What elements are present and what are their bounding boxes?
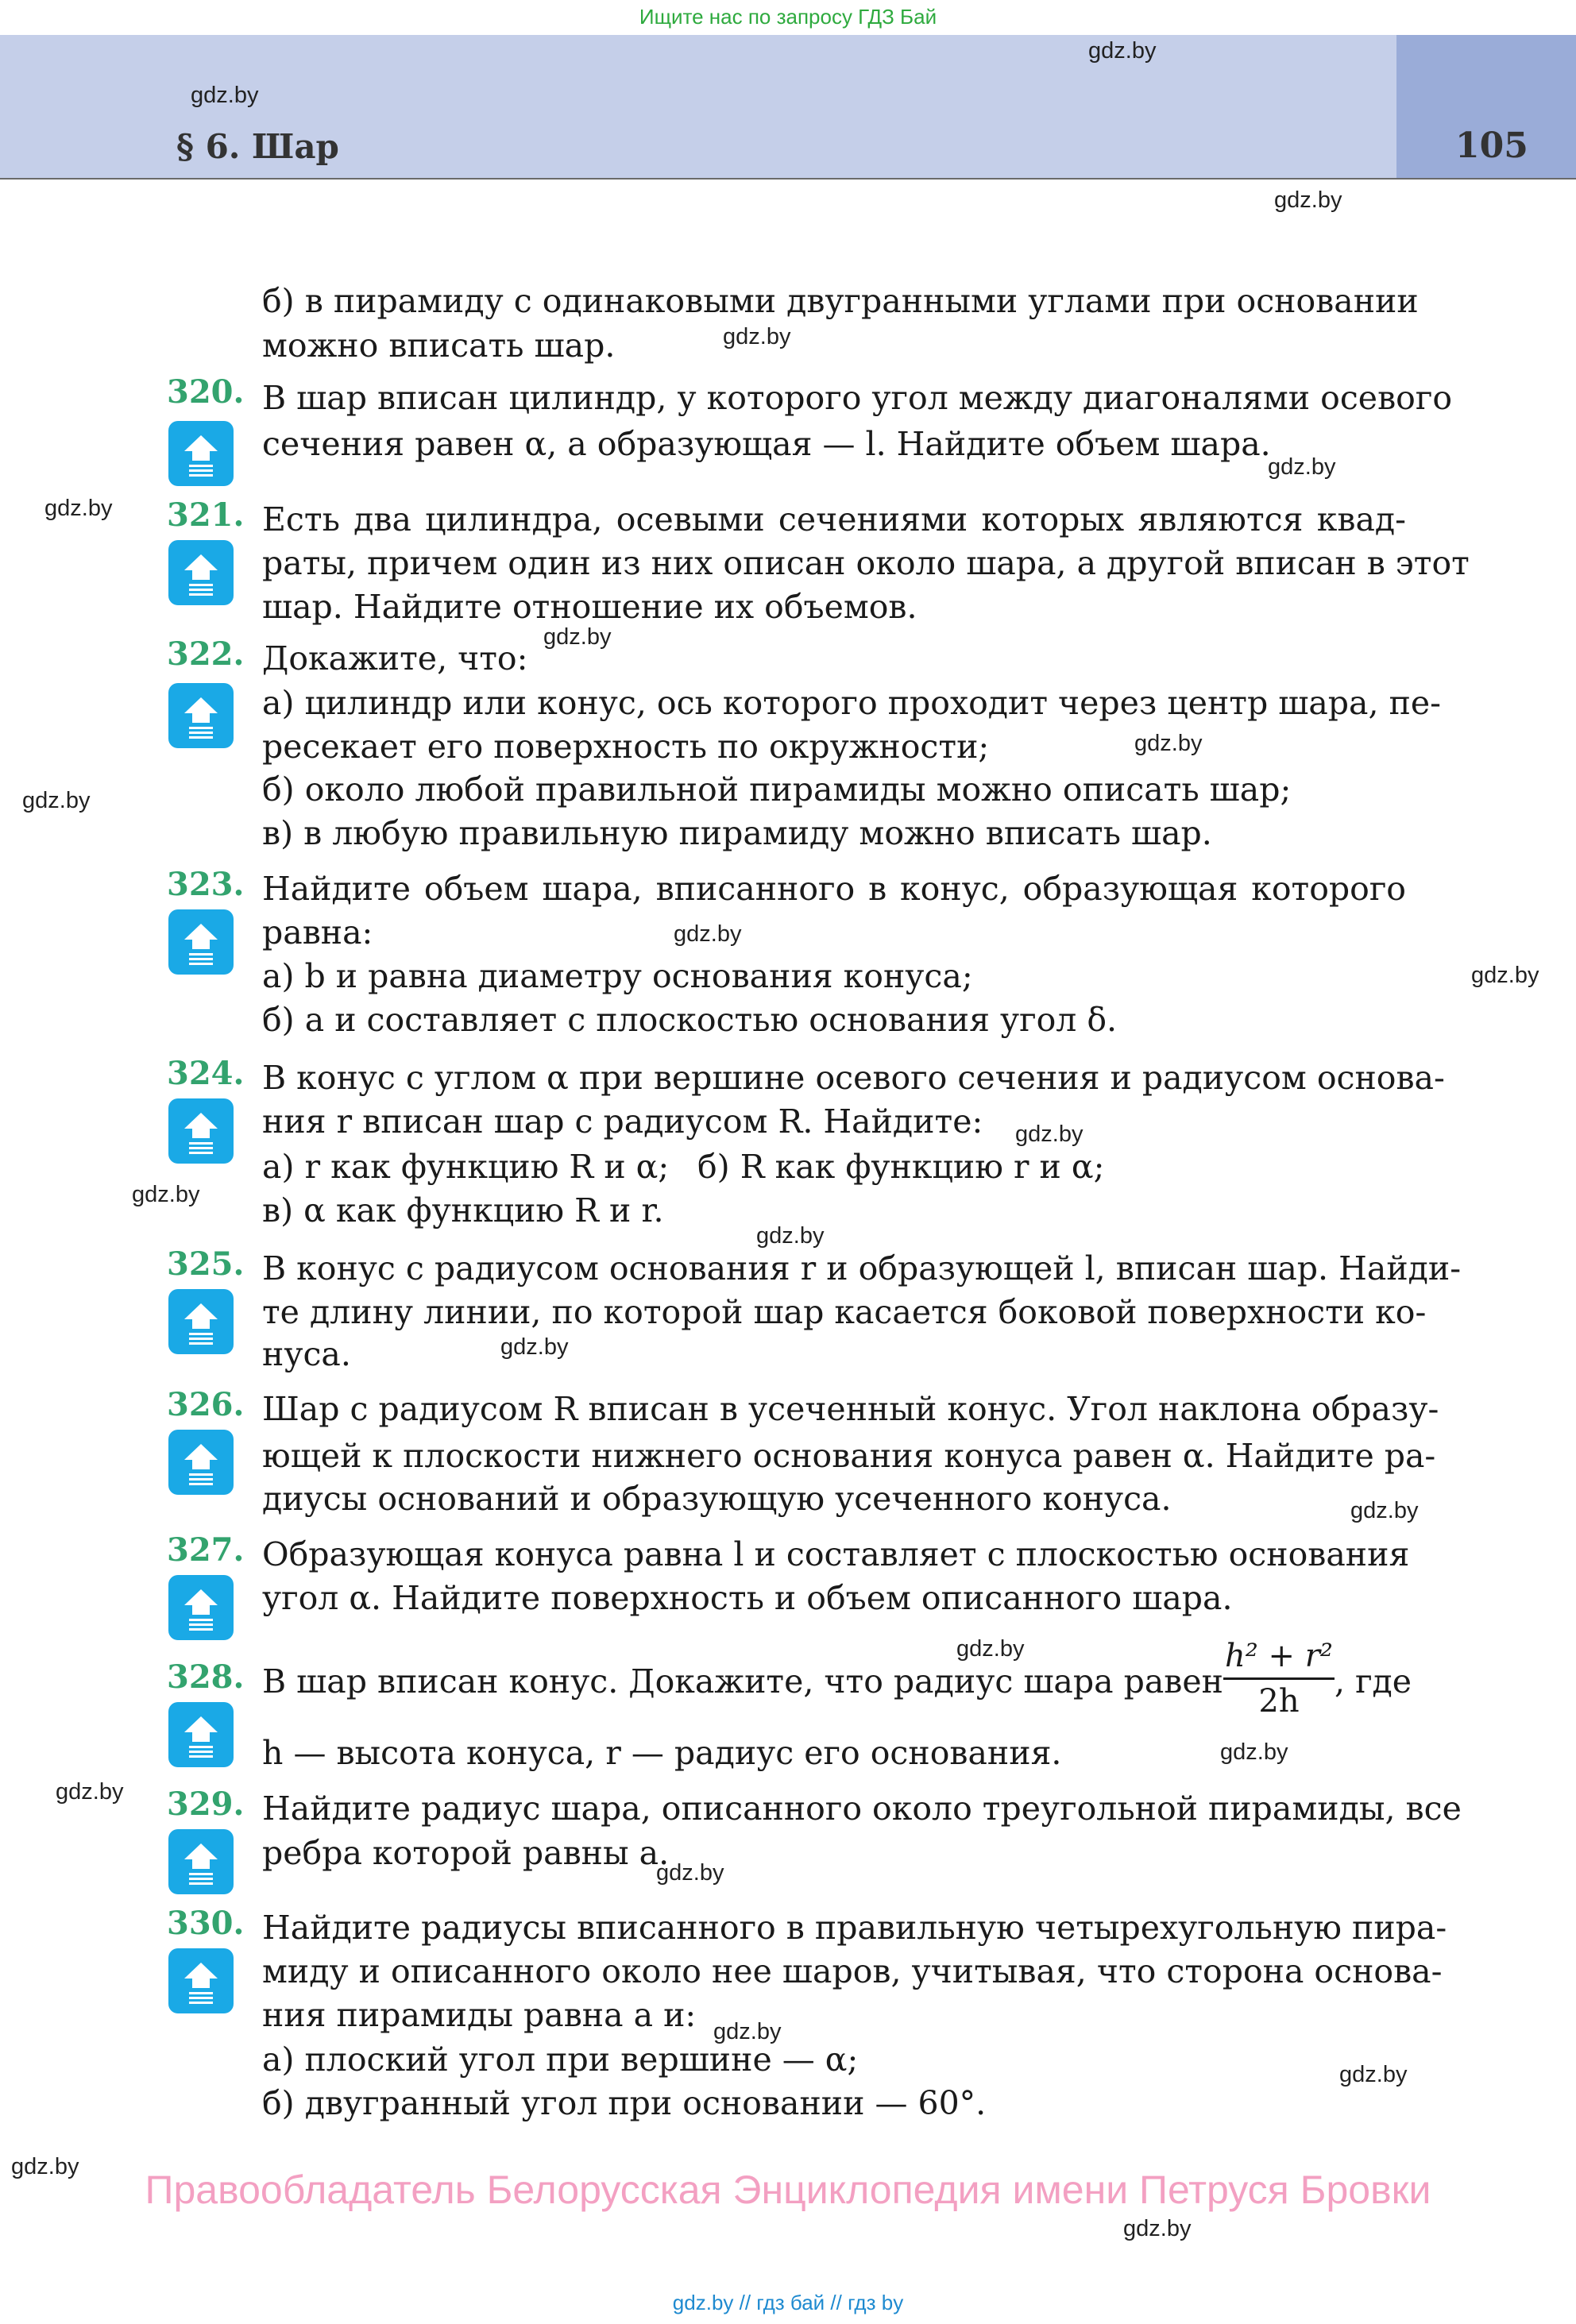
watermark: gdz.by <box>713 2019 782 2044</box>
problem-line: б) R как функцию r и α; <box>697 1148 1105 1186</box>
watermark: gdz.by <box>1274 187 1342 213</box>
solution-up-icon[interactable] <box>168 421 234 486</box>
problem-line: Образующая конуса равна l и составляет с плоскостью основания <box>262 1535 1410 1573</box>
problem-number: 324. <box>167 1055 245 1092</box>
watermark: gdz.by <box>11 2154 79 2179</box>
problem-line: нуса. <box>262 1335 351 1373</box>
problem-number: 320. <box>167 373 245 411</box>
problem-line: Найдите радиус шара, описанного около треугольной пирамиды, все <box>262 1789 1462 1828</box>
solution-up-icon[interactable] <box>168 1430 234 1495</box>
problem-line: , где <box>1335 1662 1412 1701</box>
problem-line: б) двугранный угол при основании — 60°. <box>262 2084 987 2122</box>
watermark: gdz.by <box>132 1182 200 1207</box>
problem-line: в) в любую правильную пирамиду можно вписать шар. <box>262 814 1212 852</box>
header-rule <box>0 178 1576 180</box>
problem-line: Найдите объем шара, вписанного в конус, образующая которого <box>262 870 1406 908</box>
problem-line: ребра которой равны a. <box>262 1834 670 1872</box>
problem-line: Докажите, что: <box>262 639 528 678</box>
watermark: gdz.by <box>191 83 259 108</box>
problem-line: В конус с радиусом основания r и образующей l, вписан шар. Найди- <box>262 1249 1462 1287</box>
problem-line: В шар вписан цилиндр, у которого угол между диагоналями осевого <box>262 379 1453 417</box>
radius-formula <box>1223 1638 1335 1720</box>
watermark: gdz.by <box>1220 1739 1288 1765</box>
problem-line: те длину линии, по которой шар касается боковой поверхности ко- <box>262 1293 1427 1331</box>
watermark: gdz.by <box>723 324 791 349</box>
solution-up-icon[interactable] <box>168 1098 234 1164</box>
intro-line: можно вписать шар. <box>262 326 616 365</box>
problem-line: ния r вписан шар с радиусом R. Найдите: <box>262 1102 983 1141</box>
problem-number: 329. <box>167 1785 245 1823</box>
problem-line: в) α как функцию R и r. <box>262 1191 664 1230</box>
copyright-notice: Правообладатель Белорусская Энциклопедия имени Петруся Бровки <box>145 2168 1431 2212</box>
watermark: gdz.by <box>1350 1498 1419 1523</box>
problem-line: Шар с радиусом R вписан в усеченный конус. Угол наклона образу- <box>262 1390 1439 1428</box>
problem-line: равна: <box>262 913 373 952</box>
solution-up-icon[interactable] <box>168 1575 234 1640</box>
problem-number: 330. <box>167 1905 245 1942</box>
solution-up-icon[interactable] <box>168 1702 234 1767</box>
problem-number: 327. <box>167 1531 245 1569</box>
watermark: gdz.by <box>756 1223 825 1249</box>
problem-line: Есть два цилиндра, осевыми сечениями которых являются квад- <box>262 500 1406 539</box>
problem-line: ресекает его поверхность по окружности; <box>262 728 990 766</box>
problem-number: 325. <box>167 1245 245 1283</box>
watermark: gdz.by <box>44 496 113 521</box>
watermark: gdz.by <box>1134 731 1203 756</box>
solution-up-icon[interactable] <box>168 909 234 975</box>
problem-line: раты, причем один из них описан около шара, а другой вписан в этот <box>262 544 1470 582</box>
watermark: gdz.by <box>1015 1121 1084 1147</box>
section-title: § 6. Шар <box>176 127 339 166</box>
solution-up-icon[interactable] <box>168 1829 234 1894</box>
watermark: gdz.by <box>1123 2216 1192 2241</box>
problem-line: h — высота конуса, r — радиус его основания. <box>262 1734 1062 1772</box>
watermark: gdz.by <box>22 788 91 813</box>
footer-links[interactable]: gdz.by // гдз бай // гдз by <box>672 2291 904 2314</box>
watermark: gdz.by <box>500 1334 569 1360</box>
problem-line: а) r как функцию R и α; <box>262 1148 670 1186</box>
intro-line: б) в пирамиду с одинаковыми двугранными углами при основании <box>262 282 1419 320</box>
solution-up-icon[interactable] <box>168 540 234 605</box>
problem-line: В конус с углом α при вершине осевого сечения и радиусом основа- <box>262 1059 1445 1097</box>
problem-line: угол α. Найдите поверхность и объем описанного шара. <box>262 1579 1233 1617</box>
problem-line: б) около любой правильной пирамиды можно описать шар; <box>262 770 1292 809</box>
problem-line: ющей к плоскости нижнего основания конуса равен α. Найдите ра- <box>262 1437 1436 1475</box>
formula-denominator: 2h <box>1258 1683 1300 1720</box>
watermark: gdz.by <box>1268 454 1336 480</box>
watermark: gdz.by <box>674 921 742 947</box>
problem-number: 328. <box>167 1658 245 1696</box>
problem-line: миду и описанного около нее шаров, учитывая, что сторона основа- <box>262 1952 1443 1990</box>
problem-line: Найдите радиусы вписанного в правильную четырехугольную пира- <box>262 1909 1447 1947</box>
watermark: gdz.by <box>56 1779 124 1805</box>
problem-line: а) плоский угол при вершине — α; <box>262 2040 859 2079</box>
problem-number: 326. <box>167 1386 245 1423</box>
problem-line: сечения равен α, а образующая — l. Найдите объем шара. <box>262 425 1271 463</box>
top-banner[interactable]: Ищите нас по запросу ГДЗ Бай <box>639 5 937 29</box>
problem-line: а) b и равна диаметру основания конуса; <box>262 957 973 995</box>
fraction-bar <box>1223 1677 1335 1680</box>
solution-up-icon[interactable] <box>168 683 234 748</box>
solution-up-icon[interactable] <box>168 1948 234 2013</box>
page-number: 105 <box>1455 125 1528 166</box>
problem-line: ния пирамиды равна a и: <box>262 1996 697 2034</box>
solution-up-icon[interactable] <box>168 1289 234 1354</box>
problem-line: а) цилиндр или конус, ось которого проходит через центр шара, пе- <box>262 684 1442 722</box>
problem-number: 323. <box>167 866 245 903</box>
watermark: gdz.by <box>1471 963 1539 988</box>
problem-line: В шар вписан конус. Докажите, что радиус шара равен <box>262 1662 1223 1701</box>
problem-line: б) a и составляет с плоскостью основания угол δ. <box>262 1001 1118 1039</box>
problem-number: 322. <box>167 635 245 673</box>
watermark: gdz.by <box>656 1860 724 1886</box>
problem-line: диусы оснований и образующую усеченного конуса. <box>262 1480 1172 1518</box>
watermark: gdz.by <box>1339 2062 1408 2087</box>
formula-numerator: h² + r² <box>1225 1638 1333 1674</box>
watermark: gdz.by <box>543 624 612 650</box>
problem-line: шар. Найдите отношение их объемов. <box>262 588 917 626</box>
watermark: gdz.by <box>956 1636 1025 1662</box>
problem-number: 321. <box>167 496 245 534</box>
watermark: gdz.by <box>1088 38 1157 64</box>
